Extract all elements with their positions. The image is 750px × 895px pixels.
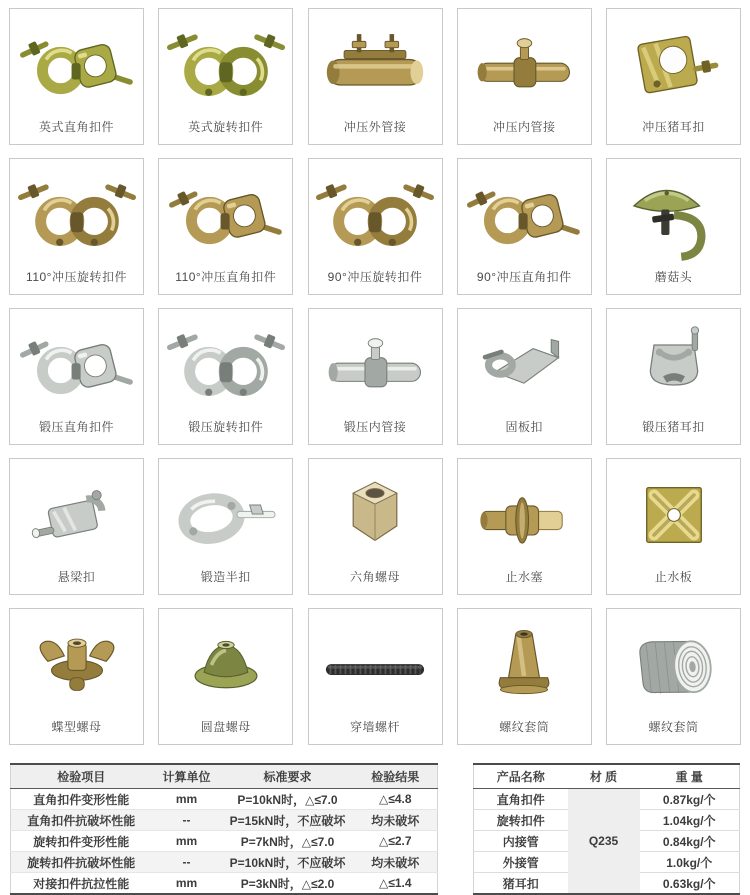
inspection-cell: mm	[152, 873, 222, 895]
product-card[interactable]	[158, 608, 293, 745]
product-card[interactable]	[9, 308, 144, 445]
product-card[interactable]	[457, 8, 592, 145]
pressed-inner-joint-pin-icon	[458, 9, 591, 121]
forged-half-coupler-icon	[159, 459, 292, 571]
through-wall-tie-rod-icon	[309, 609, 442, 721]
inspection-cell: mm	[175, 792, 198, 806]
product-label: 英式旋转扣件	[188, 120, 264, 134]
round-plate-nut-icon	[159, 609, 292, 721]
product-card[interactable]	[457, 608, 592, 745]
product-label: 冲压猪耳扣	[642, 120, 705, 134]
product-label: 冲压外管接	[343, 120, 407, 134]
board-fastener-icon	[458, 309, 591, 421]
product-card[interactable]	[9, 158, 144, 295]
mushroom-head-icon	[607, 159, 740, 271]
forged-right-angle-coupler-icon	[10, 309, 143, 421]
inspection-cell: 均未破坏	[354, 852, 438, 873]
forged-inner-joint-pin-icon	[309, 309, 442, 421]
product-label: 止水塞	[505, 570, 543, 584]
product-card[interactable]	[308, 8, 443, 145]
product-label: 螺纹套筒	[499, 720, 550, 734]
material-header-cell: 材 质	[568, 764, 640, 789]
inspection-cell: mm	[152, 831, 222, 852]
product-label: 蘑菇头	[654, 270, 693, 284]
product-name-cell: 直角扣件	[496, 792, 545, 807]
weight-cell: 1.0kg/个	[640, 852, 740, 873]
product-card[interactable]	[9, 608, 144, 745]
product-card[interactable]	[606, 158, 741, 295]
inspection-cell: P=7kN时，△≤7.0	[222, 831, 354, 852]
weight-cell: 0.84kg/个	[640, 831, 740, 852]
product-label: 锻压旋转扣件	[188, 420, 264, 434]
inspection-cell: 直角扣件抗破坏性能	[11, 810, 152, 831]
inspection-cell: △≤1.4	[354, 873, 438, 895]
inspection-cell: --	[152, 810, 222, 831]
inspection-table-row	[11, 810, 438, 831]
material-header-cell: 重 量	[640, 764, 740, 789]
product-label: 锻造半扣	[200, 570, 251, 584]
inspection-table-row	[11, 873, 438, 895]
threaded-sleeve-cylinder-icon	[607, 609, 740, 721]
material-header-cell: 产品名称	[474, 764, 568, 789]
forged-swivel-coupler-icon	[159, 309, 292, 421]
product-label: 90°冲压直角扣件	[476, 270, 572, 284]
product-label: 固板扣	[505, 420, 543, 434]
product-label: 六角螺母	[349, 570, 400, 584]
product-card[interactable]	[457, 158, 592, 295]
inspection-cell: 均未破坏	[354, 810, 438, 831]
product-label: 110°冲压直角扣件	[175, 270, 277, 284]
inspection-cell: --	[152, 852, 222, 873]
product-label: 圆盘螺母	[200, 720, 251, 734]
product-card[interactable]	[606, 308, 741, 445]
product-card[interactable]	[457, 458, 592, 595]
product-label: 110°冲压旋转扣件	[26, 270, 127, 284]
material-table-header-row	[474, 764, 740, 789]
product-name-cell: 外接管	[474, 852, 568, 873]
british-swivel-coupler-icon	[159, 9, 292, 121]
inspection-table-row	[11, 852, 438, 873]
inspection-cell: △≤4.8	[379, 792, 412, 806]
hex-nut-icon	[309, 459, 442, 571]
product-card[interactable]	[308, 458, 443, 595]
product-label: 锻压内管接	[343, 420, 407, 434]
inspection-cell: 旋转扣件抗破坏性能	[11, 852, 152, 873]
product-label: 止水板	[654, 570, 693, 584]
inspection-cell: 旋转扣件变形性能	[11, 831, 152, 852]
inspection-cell: △≤2.7	[354, 831, 438, 852]
product-card[interactable]	[158, 158, 293, 295]
material-table-row	[474, 789, 740, 810]
pressed-swivel-coupler-110-icon	[10, 159, 143, 271]
inspection-header-cell: 检验结果	[354, 764, 438, 789]
product-name-cell: 猪耳扣	[474, 873, 568, 895]
inspection-table-row	[11, 789, 438, 810]
material-spec-table	[473, 763, 740, 895]
british-right-angle-coupler-icon	[10, 9, 143, 121]
beam-clamp-icon	[10, 459, 143, 571]
pressed-outer-joint-pin-icon	[309, 9, 442, 121]
product-label: 螺纹套筒	[648, 720, 699, 734]
product-label: 穿墙螺杆	[349, 720, 400, 734]
product-card[interactable]	[308, 308, 443, 445]
product-card[interactable]	[457, 308, 592, 445]
tables-section	[0, 745, 750, 895]
product-card[interactable]	[308, 158, 443, 295]
product-card[interactable]	[606, 608, 741, 745]
weight-cell: 0.63kg/个	[640, 873, 740, 895]
product-card[interactable]	[158, 308, 293, 445]
inspection-cell: P=15kN时，不应破坏	[222, 810, 354, 831]
forged-pig-ear-coupler-icon	[607, 309, 740, 421]
inspection-cell: P=3kN时，△≤2.0	[222, 873, 354, 895]
pressed-swivel-coupler-90-icon	[309, 159, 442, 271]
weight-cell: 0.87kg/个	[662, 792, 716, 807]
inspection-header-cell: 检验项目	[11, 764, 152, 789]
inspection-cell: 直角扣件变形性能	[33, 792, 130, 807]
inspection-cell: 对接扣件抗拉性能	[11, 873, 152, 895]
product-label: 90°冲压旋转扣件	[327, 270, 423, 284]
inspection-header-cell: 计算单位	[152, 764, 222, 789]
inspection-table	[10, 763, 438, 895]
inspection-table-row	[11, 831, 438, 852]
pressed-pig-ear-coupler-icon	[607, 9, 740, 121]
pressed-right-angle-coupler-90-icon	[458, 159, 591, 271]
product-label: 锻压猪耳扣	[642, 420, 705, 434]
inspection-table-header-row	[11, 764, 438, 789]
pressed-right-angle-coupler-110-icon	[159, 159, 292, 271]
product-name-cell: 旋转扣件	[474, 810, 568, 831]
product-card[interactable]	[606, 458, 741, 595]
product-label: 悬梁扣	[57, 570, 96, 584]
product-name-cell: 内接管	[474, 831, 568, 852]
product-card[interactable]	[606, 8, 741, 145]
product-label: 英式直角扣件	[38, 120, 114, 134]
threaded-sleeve-cone-icon	[458, 609, 591, 721]
material-cell: Q235	[568, 789, 640, 895]
product-card[interactable]	[9, 8, 144, 145]
inspection-cell: P=10kN时，不应破坏	[222, 852, 354, 873]
product-label: 冲压内管接	[492, 120, 556, 134]
product-label: 锻压直角扣件	[38, 420, 114, 434]
product-label: 蝶型螺母	[51, 720, 102, 734]
product-card[interactable]	[9, 458, 144, 595]
water-stop-plate-icon	[607, 459, 740, 571]
water-stop-plug-icon	[458, 459, 591, 571]
inspection-header-cell: 标准要求	[222, 764, 354, 789]
product-card[interactable]	[308, 608, 443, 745]
weight-cell: 1.04kg/个	[640, 810, 740, 831]
product-card[interactable]	[158, 8, 293, 145]
inspection-cell: P=10kN时，△≤7.0	[237, 792, 338, 807]
product-card[interactable]	[158, 458, 293, 595]
wing-nut-icon	[10, 609, 143, 721]
